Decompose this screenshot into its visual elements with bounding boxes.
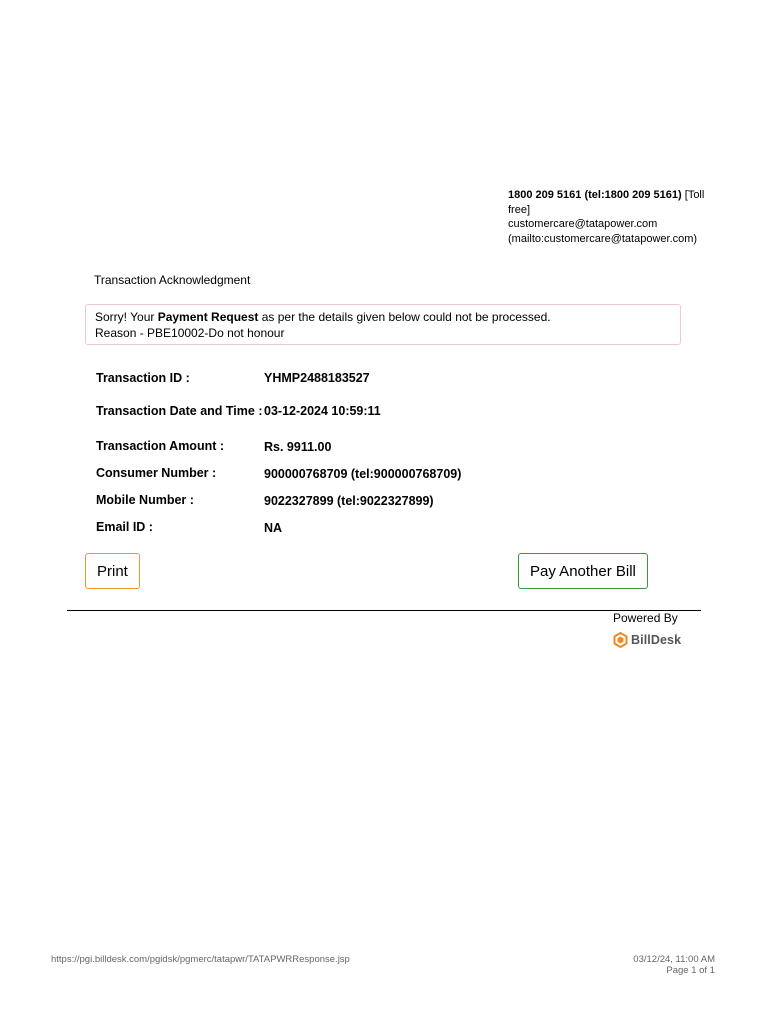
detail-value: YHMP2488183527 bbox=[264, 371, 370, 385]
detail-row-email-id bbox=[96, 514, 576, 541]
detail-label: Mobile Number : bbox=[96, 493, 194, 507]
error-bold-term: Payment Request bbox=[157, 310, 259, 324]
footer-meta bbox=[633, 954, 715, 976]
detail-label: Transaction ID : bbox=[96, 370, 190, 385]
detail-label: Consumer Number : bbox=[96, 466, 217, 480]
detail-row-transaction-amount bbox=[96, 433, 576, 460]
print-button[interactable]: Print bbox=[85, 553, 140, 589]
error-suffix: as per the details given below could not be processed. bbox=[258, 310, 551, 324]
detail-row-transaction-date bbox=[96, 389, 576, 433]
detail-row-transaction-id bbox=[96, 367, 576, 389]
error-prefix: Sorry! Your bbox=[95, 310, 158, 324]
page-title: Transaction Acknowledgment bbox=[94, 273, 251, 287]
detail-value: NA bbox=[264, 520, 283, 535]
contact-phone[interactable]: 1800 209 5161 (tel:1800 209 5161) bbox=[508, 189, 682, 201]
contact-mailto: (mailto:customercare@tatapower.com) bbox=[508, 232, 698, 245]
footer-page-number: Page 1 of 1 bbox=[666, 965, 715, 976]
detail-label: Transaction Date and Time : bbox=[96, 403, 263, 418]
divider bbox=[67, 610, 701, 611]
billdesk-logo bbox=[613, 632, 681, 648]
error-message-box bbox=[85, 304, 681, 345]
detail-row-consumer-number bbox=[96, 460, 576, 487]
detail-value[interactable]: 900000768709 (tel:900000768709) bbox=[264, 466, 462, 481]
detail-value: 03-12-2024 10:59:11 bbox=[264, 404, 381, 418]
detail-value[interactable]: 9022327899 (tel:9022327899) bbox=[264, 493, 434, 508]
detail-label: Email ID : bbox=[96, 520, 153, 534]
contact-email[interactable]: customercare@tatapower.com bbox=[508, 218, 658, 230]
detail-row-mobile-number bbox=[96, 487, 576, 514]
footer-url: https://pgi.billdesk.com/pgidsk/pgmerc/tatapwr/TATAPWRResponse.jsp bbox=[51, 954, 350, 965]
powered-by-label: Powered By bbox=[613, 611, 678, 625]
transaction-details bbox=[96, 367, 576, 541]
detail-label: Transaction Amount : bbox=[96, 439, 225, 453]
footer-datetime: 03/12/24, 11:00 AM bbox=[633, 954, 715, 965]
detail-value: Rs. 9911.00 bbox=[264, 439, 332, 454]
toll-free-note: [Toll free] bbox=[508, 189, 705, 216]
pay-another-bill-button[interactable]: Pay Another Bill bbox=[518, 553, 648, 589]
billdesk-hexagon-icon bbox=[613, 632, 628, 648]
billdesk-logo-text: BillDesk bbox=[631, 633, 682, 647]
error-reason: Reason - PBE10002-Do not honour bbox=[95, 326, 285, 340]
contact-info bbox=[508, 188, 718, 246]
